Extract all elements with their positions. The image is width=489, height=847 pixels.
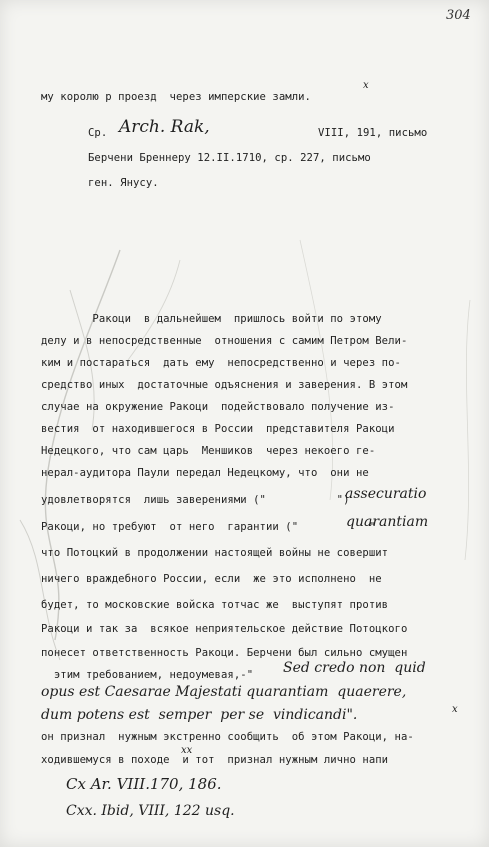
handwritten-archive-ref: Arch. Rak, <box>119 117 210 137</box>
footnote-mark-latin: х <box>452 704 458 715</box>
reference-rest: VIII, 191, письмо <box>318 127 428 139</box>
footnote-mark-xx: хх <box>181 745 193 756</box>
reference-line-3: ген. Янусу. <box>88 177 159 189</box>
handwritten-latin-line-1: Sed credo non quid <box>283 660 426 676</box>
reference-line-2: Берчени Бреннеру 12.II.1710, ср. 227, письмо <box>88 152 371 164</box>
handwritten-latin-line-2: opus est Caesarae Majestati quarantiam quaerere, <box>41 684 407 700</box>
body-line: этим требованием, недоумевая,-" <box>41 669 254 681</box>
footnote-mark-x: х <box>363 80 369 91</box>
body-line: что Потоцкий в продолжении настоящей войны не совершит <box>41 547 389 559</box>
body-line: средство иных достаточные одъяснения и заверения. В этом <box>41 379 408 391</box>
tail-line: ходившемуся в походе и тот признал нужным лично напи <box>41 754 389 766</box>
handwritten-footnote-2: Cxx. Ibid, VIII, 122 usq. <box>66 803 235 819</box>
intro-line: му королю р проезд через имперские замли. <box>41 91 311 103</box>
reference-prefix: Ср. <box>88 127 108 139</box>
body-line: удовлетворятся лишь заверениями (" ") <box>41 494 350 506</box>
body-line: нерал-аудитора Паули передал Недецкому, что они не <box>41 467 369 479</box>
body-line: Недецкого, что сам царь Меншиков через некоего ге- <box>41 445 376 457</box>
handwritten-quarantiam: quarantiam <box>346 514 429 530</box>
tail-line: он признал нужным экстренно сообщить об этом Ракоци, на- <box>41 731 414 743</box>
body-line: ничего враждебного России, если же это исполнено не <box>41 573 382 585</box>
body-line: будет, то московские войска тотчас же выступят против <box>41 599 389 611</box>
body-line: случае на окружение Ракоци подействовало получение из- <box>41 401 395 413</box>
handwritten-assecuratio: assecuratio <box>345 486 427 502</box>
page-number: 304 <box>446 8 471 23</box>
body-line: Ракоци и так за всякое неприятельское действие Потоцкого <box>41 623 408 635</box>
body-line: Ракоци, но требуют от него гарантии (" " <box>41 521 376 533</box>
body-line: Ракоци в дальнейшем пришлось войти по этому <box>41 313 382 325</box>
handwritten-latin-line-3: dum potens est semper per se vindicandi". <box>41 707 358 723</box>
body-line: делу и в непосредственные отношения с самим Петром Вели- <box>41 335 408 347</box>
handwritten-footnote-1: Cx Ar. VIII.170, 186. <box>66 775 222 793</box>
body-line: вестия от находившегося в России представителя Ракоци <box>41 423 395 435</box>
body-line: понесет ответственность Ракоци. Берчени был сильно смущен <box>41 647 408 659</box>
body-line: ким и постараться дать ему непосредственно и через по- <box>41 357 401 369</box>
